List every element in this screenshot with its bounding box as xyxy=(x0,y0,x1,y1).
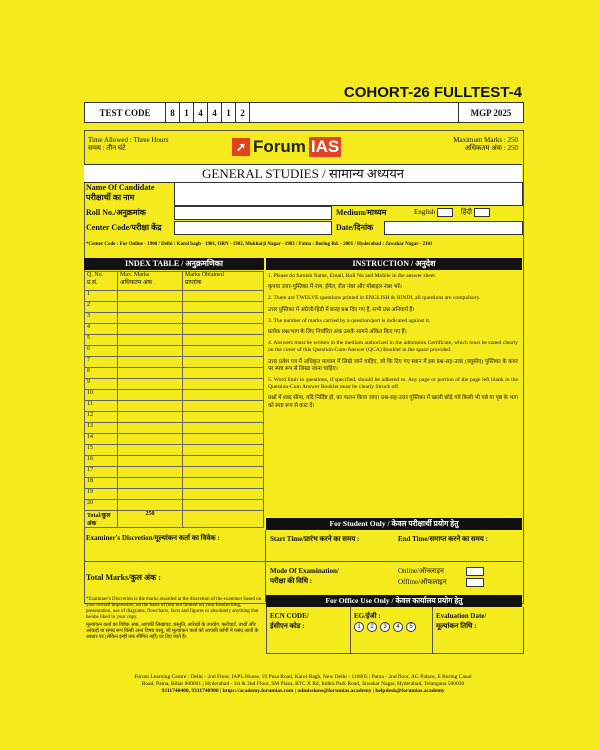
instruction-2-en: 2. There are TWELVE questions printed in ENGLISH & HINDI, all questions are compulsory. xyxy=(268,295,481,302)
question-number: 14 xyxy=(85,434,118,445)
instruction-4-hi: उत्तर प्रवेश पत्र में अधिकृत माध्यम में लिखे जाने चाहिए, जो कि दिए गए स्थान में इस प्रश्न-सह-उत्तर (क्यूसीए) पुस्तिका के कवर पर स्पष्ट रूप से लिखा जाना चाहिए। xyxy=(268,358,518,372)
date-field[interactable] xyxy=(384,221,523,235)
online-label: Online/ऑनलाइन xyxy=(398,567,444,575)
question-number: 6 xyxy=(85,346,118,357)
marks-obtained-cell[interactable] xyxy=(183,423,264,434)
code-spacer xyxy=(250,103,459,122)
index-table-row xyxy=(85,423,264,434)
divider xyxy=(432,607,433,653)
question-number: 8 xyxy=(85,368,118,379)
instruction-2-hi: उत्तर पुस्तिका में अंग्रेजी/हिंदी में बारह प्रश्न दिए गए हैं, सभी प्रश्न अनिवार्य हैं। xyxy=(268,306,415,313)
index-table-row xyxy=(85,291,264,302)
date-label: Date/दिनांक xyxy=(336,223,374,232)
index-table-row xyxy=(85,489,264,500)
index-table-row xyxy=(85,434,264,445)
english-checkbox[interactable] xyxy=(437,208,453,217)
instructions-list xyxy=(268,273,518,414)
time-allowed-hi: समय : तीन घंटे xyxy=(88,144,126,153)
total-row xyxy=(85,511,264,528)
online-checkbox[interactable] xyxy=(466,567,484,576)
end-time-label: End Time/समाप्त करने का समय : xyxy=(398,535,488,543)
code-digit: 8 xyxy=(166,103,180,122)
name-label xyxy=(86,183,154,203)
footer xyxy=(80,674,526,695)
marks-obtained-cell[interactable] xyxy=(183,291,264,302)
col-obt xyxy=(183,272,264,291)
marks-obtained-cell[interactable] xyxy=(183,335,264,346)
col-max xyxy=(118,272,183,291)
mode-label xyxy=(270,566,339,586)
max-marks xyxy=(400,136,518,152)
question-number: 4 xyxy=(85,324,118,335)
question-number: 9 xyxy=(85,379,118,390)
test-title: COHORT-26 FULLTEST-4 xyxy=(343,84,522,101)
index-table-row xyxy=(85,313,264,324)
name-field[interactable] xyxy=(174,182,523,206)
max-marks-cell xyxy=(118,412,183,423)
ecn-label-en: ECN CODE/ xyxy=(270,612,309,620)
question-number: 19 xyxy=(85,489,118,500)
question-number: 17 xyxy=(85,467,118,478)
max-marks-cell xyxy=(118,379,183,390)
max-marks-cell xyxy=(118,478,183,489)
col-max-hi: अधिकतम अंक xyxy=(120,280,153,286)
question-number: 11 xyxy=(85,401,118,412)
eg-option[interactable]: 2 xyxy=(367,622,377,632)
instruction-1-en: 1. Please do furnish Name, Email, Roll No and Mobile in the answer sheet. xyxy=(268,273,437,279)
roll-field[interactable] xyxy=(174,206,332,220)
question-number: 1 xyxy=(85,291,118,302)
max-marks-cell xyxy=(118,313,183,324)
index-table-row xyxy=(85,346,264,357)
question-number: 7 xyxy=(85,357,118,368)
hindi-label: हिंदी xyxy=(460,208,472,217)
marks-obtained-cell[interactable] xyxy=(183,456,264,467)
max-marks-cell xyxy=(118,324,183,335)
index-table-row xyxy=(85,357,264,368)
marks-obtained-cell[interactable] xyxy=(183,324,264,335)
marks-obtained-cell[interactable] xyxy=(183,313,264,324)
marks-obtained-cell[interactable] xyxy=(183,445,264,456)
marks-obtained-cell[interactable] xyxy=(183,467,264,478)
instruction-4-en: 4. Answers must be written in the medium authorized in the admission Certificate, which must be stated clearly on the cover of this Question-Cum-Answer (QCA) Booklet in the space provided. xyxy=(268,340,518,354)
col-q xyxy=(85,272,118,291)
ecn-label-hi: ईसीएन कोड : xyxy=(270,622,305,630)
index-table-row xyxy=(85,456,264,467)
max-marks-en: Maximum Marks : 250 xyxy=(453,136,518,144)
mode-options xyxy=(398,566,484,588)
instruction-5-hi: प्रश्नों में शब्द सीमा, यदि निर्दिष्ट हो, का पालन किया जाए। प्रश्न-सह-उत्तर पुस्तिका में खाली छोड़े गये किसी भी पन्ने या पृष्ठ के भाग को स्पष्ट रूप से काट दें। xyxy=(268,395,518,409)
index-table-row xyxy=(85,368,264,379)
max-marks-cell xyxy=(118,346,183,357)
eg-option[interactable]: 5 xyxy=(406,622,416,632)
offline-label: Offline/ऑफलाइन xyxy=(398,578,447,586)
col-q-hi: प्र.सं. xyxy=(87,280,98,286)
max-marks-cell xyxy=(118,291,183,302)
eg-option[interactable]: 1 xyxy=(354,622,364,632)
marks-obtained-cell[interactable] xyxy=(183,412,264,423)
footer-line-2: Road, Patna, Bihar 800001 | Hyderabad - 1st & 2nd Floor, SM Plaza, RTC X Rd, Indira Park Road, Jawahar Nagar, Hyderabad, Telangana 500020 xyxy=(141,681,465,687)
instruction-3-en: 3. The number of marks carried by a question/part is indicated against it. xyxy=(268,317,431,324)
index-table-row xyxy=(85,478,264,489)
question-number: 13 xyxy=(85,423,118,434)
instruction-1-hi: कृपया उत्तर-पुस्तिका में नाम, ईमेल, रोल नंबर और मोबाइल नंबर भरें। xyxy=(268,284,402,291)
medium-options xyxy=(414,208,490,217)
code-digit: 4 xyxy=(208,103,222,122)
name-label-en: Name Of Candidate xyxy=(86,183,155,192)
center-label: Center Code/परीक्षा केंद्र xyxy=(86,223,162,232)
index-table-row xyxy=(85,324,264,335)
test-code-label: TEST CODE xyxy=(85,103,166,122)
question-number: 20 xyxy=(85,500,118,511)
max-marks-cell xyxy=(118,423,183,434)
question-number: 3 xyxy=(85,313,118,324)
code-digit: 1 xyxy=(180,103,194,122)
marks-obtained-cell[interactable] xyxy=(183,302,264,313)
max-marks-cell xyxy=(118,467,183,478)
roll-label: Roll No./अनुक्रमांक xyxy=(86,208,146,217)
hindi-checkbox[interactable] xyxy=(474,208,490,217)
index-table-row xyxy=(85,412,264,423)
examiner-note-hi: मूल्यांकन कर्ता का विवेक अंक, आपकी लिखावट, प्रस्तुति, आरेखों के उपयोग, फ्लोचार्ट, तथ्यों और आंकड़ों या समग्र रूप किसी अन्य विषय वस्तु, जो मूल्यांकन कर्ता को आपकी कॉपी में पसंद आती के आधार पर (लेकिन इन्हीं तक सीमित नहीं) पर दिए जाते हैं। xyxy=(86,623,259,640)
max-marks-cell xyxy=(118,390,183,401)
start-time-label: Start Time/प्रारंभ करने का समय : xyxy=(270,535,360,543)
question-number: 5 xyxy=(85,335,118,346)
index-table-row xyxy=(85,500,264,511)
marks-obtained-cell[interactable] xyxy=(183,357,264,368)
question-number: 10 xyxy=(85,390,118,401)
center-field[interactable] xyxy=(174,221,332,235)
max-marks-cell xyxy=(118,357,183,368)
examiner-note-en: *Examiner's Discretion is the marks awarded at the discretion of the examiner based on your overall impression, on the basis of (but not limited to) your handwriting, presentation, use of diagrams, flowcharts, facts and figures or absolutely anything that he/she liked in your copy. xyxy=(86,597,262,620)
marks-obtained-cell[interactable] xyxy=(183,401,264,412)
marks-obtained-cell[interactable] xyxy=(183,434,264,445)
marks-obtained-cell[interactable] xyxy=(183,379,264,390)
index-table-row xyxy=(85,401,264,412)
instructions-title: INSTRUCTION / अनुदेश xyxy=(266,258,522,270)
instruction-3-hi: प्रत्येक प्रश्न/भाग के लिए निर्धारित अंक उसके सामने अंकित किए गए हैं। xyxy=(268,329,407,336)
index-table-title: INDEX TABLE / अनुक्रमणिका xyxy=(84,258,264,270)
max-marks-cell xyxy=(118,489,183,500)
footer-line-1: Forum Learning Centre : Delhi - 2nd Floor, IAPL House, 19 Pusa Road, Karol Bagh, New Delhi - 110005 | Patna - 2nd floor, AG Palace, E Boring Canal xyxy=(134,674,472,680)
arrow-icon: ➚ xyxy=(232,138,250,156)
eg-options xyxy=(354,622,416,632)
footer-line-3: 9311740400, 9311740900 | https://academy.forumias.com | admissions@forumias.academy | helpdesk@forumias.academy xyxy=(161,688,445,694)
ecn-label xyxy=(270,611,309,631)
col-q-en: Q. No. xyxy=(87,272,104,278)
instruction-5-en: 5. Word limit in questions, if specified, should be adhered to. Any page or portion of the page left blank in the Question-Cum Answer Booklet must be clearly Struck off. xyxy=(268,377,518,391)
mode-label-hi: परीक्षा की विधि : xyxy=(270,577,313,585)
max-marks-cell xyxy=(118,368,183,379)
index-table-header xyxy=(85,272,264,291)
marks-obtained-cell[interactable] xyxy=(183,346,264,357)
divider xyxy=(265,530,266,602)
center-codes-note: *Center Code : For Online - 1900 / Delhi : Karol bagh - 1901, ORN - 1902, Mukharji Nagar - 1903 / Patna : Boring Rd. - 2001 / Hyderabad : Jawahar Nagar - 2101 xyxy=(86,242,433,247)
code-digit: 1 xyxy=(222,103,236,122)
time-allowed-en: Time Allowed : Three Hours xyxy=(88,136,169,144)
col-obt-hi: प्राप्तांक xyxy=(185,280,202,286)
examiner-discretion-label: Examiner's Discretion/मूल्यांकन कर्ता का विवेक : xyxy=(86,534,220,542)
question-number: 12 xyxy=(85,412,118,423)
total-label: Total/कुल अंक xyxy=(85,511,118,528)
eval-date-hi: मूल्यांकन तिथि : xyxy=(436,622,477,630)
index-table xyxy=(84,271,264,528)
max-marks-cell xyxy=(118,456,183,467)
mode-label-en: Mode Of Examination/ xyxy=(270,567,339,575)
name-label-hi: परीक्षार्थी का नाम xyxy=(86,193,135,202)
max-marks-cell xyxy=(118,335,183,346)
total-value: 250 xyxy=(118,511,183,528)
mgp-label: MGP 2025 xyxy=(470,107,512,118)
max-marks-cell xyxy=(118,434,183,445)
code-digit: 2 xyxy=(236,103,250,122)
index-table-row xyxy=(85,335,264,346)
eg-option[interactable]: 4 xyxy=(393,622,403,632)
question-number: 2 xyxy=(85,302,118,313)
total-obtained[interactable] xyxy=(183,511,264,528)
question-number: 18 xyxy=(85,478,118,489)
divider xyxy=(350,607,351,653)
max-marks-cell xyxy=(118,302,183,313)
marks-obtained-cell[interactable] xyxy=(183,478,264,489)
max-marks-cell xyxy=(118,500,183,511)
question-number: 15 xyxy=(85,445,118,456)
col-obt-en: Marks Obtained xyxy=(185,272,224,278)
index-table-row xyxy=(85,467,264,478)
forumias-logo xyxy=(232,136,352,158)
english-label: English xyxy=(414,208,436,217)
index-table-row xyxy=(85,302,264,313)
max-marks-cell xyxy=(118,401,183,412)
divider xyxy=(84,561,522,562)
office-only-title: For Office Use Only / केवल कार्यालय प्रयोग हेतु xyxy=(266,595,522,607)
marks-obtained-cell[interactable] xyxy=(183,390,264,401)
time-allowed xyxy=(88,136,169,152)
test-code-bar xyxy=(84,102,524,123)
marks-obtained-cell[interactable] xyxy=(183,489,264,500)
question-number: 16 xyxy=(85,456,118,467)
index-table-row xyxy=(85,445,264,456)
logo-ias: IAS xyxy=(310,137,340,156)
logo-text: Forum xyxy=(253,137,306,156)
marks-obtained-cell[interactable] xyxy=(183,500,264,511)
max-marks-hi: अधिकतम अंक : 250 xyxy=(464,144,518,153)
total-marks-label: Total Marks/कुल अंक : xyxy=(86,573,161,582)
max-marks-cell xyxy=(118,445,183,456)
index-table-row xyxy=(85,390,264,401)
code-digit: 4 xyxy=(194,103,208,122)
eg-label: EG/ईजी : xyxy=(354,612,381,620)
index-table-row xyxy=(85,379,264,390)
examiner-note xyxy=(86,597,264,641)
eval-date-en: Evaluation Date/ xyxy=(436,612,487,620)
eg-option[interactable]: 3 xyxy=(380,622,390,632)
offline-checkbox[interactable] xyxy=(466,578,484,587)
student-only-title: For Student Only / केवल परीक्षार्थी प्रयोग हेतु xyxy=(266,518,522,530)
section-title: GENERAL STUDIES / सामान्य अध्ययन xyxy=(84,164,522,183)
medium-label: Medium/माध्यम xyxy=(336,208,387,217)
eval-date-label xyxy=(436,611,486,631)
col-max-en: Max. Marks xyxy=(120,272,150,278)
marks-obtained-cell[interactable] xyxy=(183,368,264,379)
